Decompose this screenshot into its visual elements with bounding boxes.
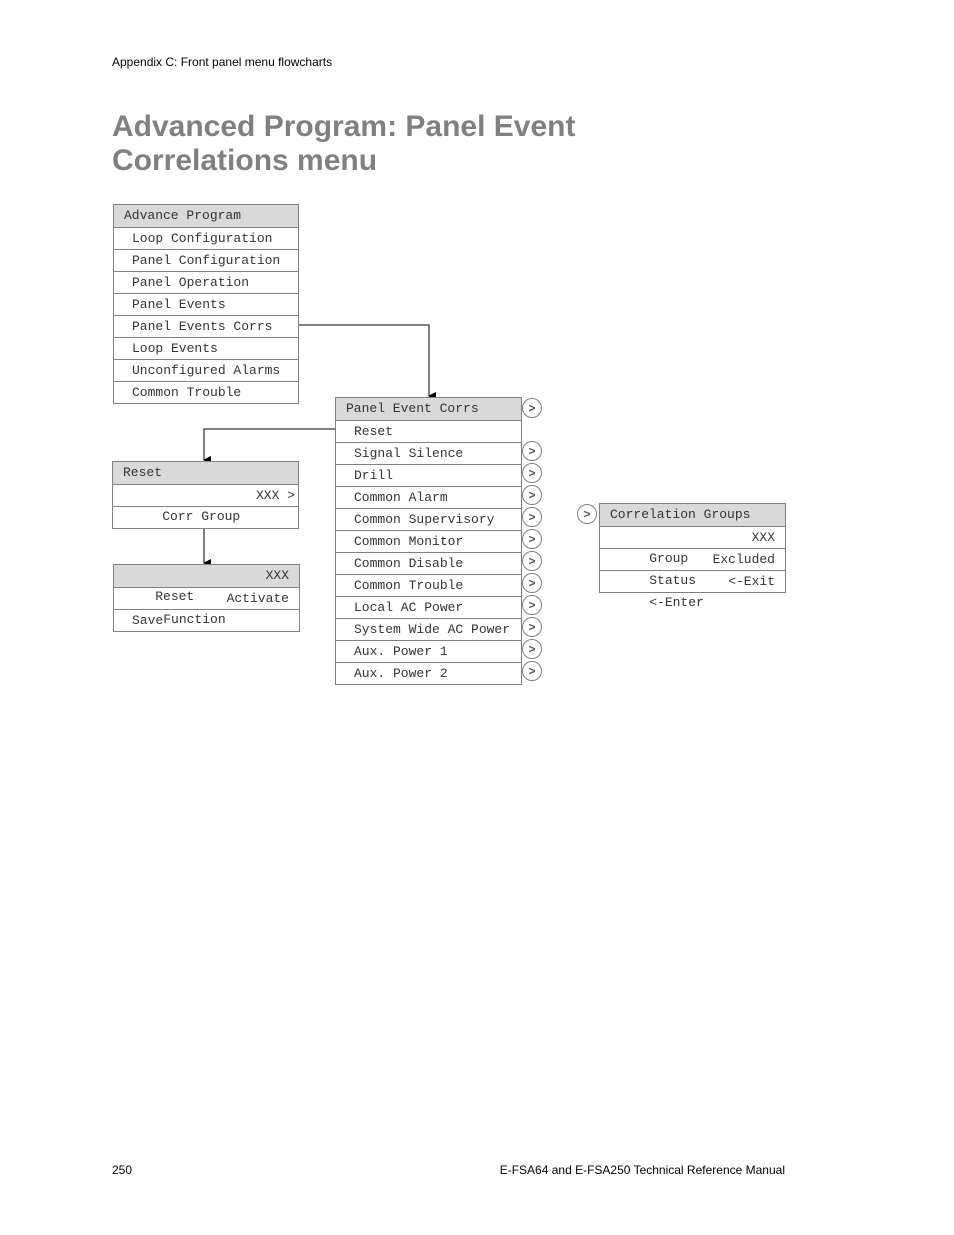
corr-group-value: XXX > <box>255 488 295 503</box>
reset-heading: Reset <box>113 462 298 484</box>
arrow-circle-icon: > <box>522 661 542 681</box>
menu-item-panel-operation[interactable]: Panel Operation <box>114 271 298 293</box>
menu-item-panel-configuration[interactable]: Panel Configuration <box>114 249 298 271</box>
arrow-circle-icon: > <box>522 639 542 659</box>
arrow-circle-icon: > <box>577 504 597 524</box>
group-value: XXX <box>751 530 775 545</box>
menu-item-common-trouble[interactable]: Common Trouble <box>114 381 298 403</box>
menu-item-aux-power-1[interactable]: Aux. Power 1 <box>336 640 521 662</box>
corr-group-label: Corr Group <box>162 509 241 524</box>
arrow-circle-icon: > <box>522 507 542 527</box>
arrow-circle-icon: > <box>522 551 542 571</box>
menu-item-common-alarm[interactable]: Common Alarm <box>336 486 521 508</box>
advance-program-menu <box>113 204 299 404</box>
panel-event-corrs-heading: Panel Event Corrs <box>336 398 521 420</box>
correlation-groups-heading: Correlation Groups <box>600 504 785 526</box>
manual-title: E-FSA64 and E-FSA250 Technical Reference Manual <box>499 1163 785 1177</box>
menu-item-reset[interactable]: Reset <box>336 420 521 442</box>
empty-row <box>113 506 298 528</box>
arrow-circle-icon: > <box>522 573 542 593</box>
arrow-circle-icon: > <box>522 398 542 418</box>
advance-program-heading: Advance Program <box>114 205 298 227</box>
connector-panel-events-corrs <box>299 325 429 396</box>
connector-reset <box>204 429 336 460</box>
menu-item-loop-events[interactable]: Loop Events <box>114 337 298 359</box>
menu-item-drill[interactable]: Drill <box>336 464 521 486</box>
reset-function-menu <box>113 564 300 632</box>
arrow-circle-icon: > <box>522 485 542 505</box>
arrow-circle-icon: > <box>522 617 542 637</box>
running-head: Appendix C: Front panel menu flowcharts <box>112 55 333 69</box>
status-label: Status <box>649 573 697 588</box>
arrow-circle-icon: > <box>522 529 542 549</box>
status-value: Excluded <box>712 552 775 567</box>
arrow-circle-icon: > <box>522 441 542 461</box>
reset-function-heading-label: Reset <box>155 589 195 604</box>
page-title-line-2: Correlations menu <box>112 144 378 177</box>
exit-label[interactable]: <-Exit <box>728 574 775 589</box>
menu-item-local-ac-power[interactable]: Local AC Power <box>336 596 521 618</box>
function-label: Function <box>163 612 226 627</box>
menu-item-signal-silence[interactable]: Signal Silence <box>336 442 521 464</box>
arrow-circle-icon: > <box>522 463 542 483</box>
menu-item-aux-power-2[interactable]: Aux. Power 2 <box>336 662 521 684</box>
reset-menu <box>112 461 299 529</box>
function-value: Activate <box>226 591 289 606</box>
menu-item-common-supervisory[interactable]: Common Supervisory <box>336 508 521 530</box>
menu-item-unconfigured-alarms[interactable]: Unconfigured Alarms <box>114 359 298 381</box>
enter-label[interactable]: <-Enter <box>649 595 704 610</box>
group-label: Group <box>649 551 689 566</box>
correlation-groups-menu <box>599 503 786 610</box>
menu-item-common-trouble-corr[interactable]: Common Trouble <box>336 574 521 596</box>
save-row[interactable]: Save <box>114 609 299 631</box>
menu-item-common-disable[interactable]: Common Disable <box>336 552 521 574</box>
menu-item-common-monitor[interactable]: Common Monitor <box>336 530 521 552</box>
reset-function-heading-value: XXX <box>265 568 289 583</box>
menu-item-loop-configuration[interactable]: Loop Configuration <box>114 227 298 249</box>
page-title-line-1: Advanced Program: Panel Event <box>112 110 576 143</box>
panel-event-corrs-menu <box>335 397 522 685</box>
menu-item-panel-events-corrs[interactable]: Panel Events Corrs <box>114 315 298 337</box>
menu-item-system-wide-ac-power[interactable]: System Wide AC Power <box>336 618 521 640</box>
corr-group-row[interactable] <box>113 484 298 524</box>
arrow-circle-icon: > <box>522 595 542 615</box>
enter-exit-row <box>600 570 785 610</box>
menu-item-panel-events[interactable]: Panel Events <box>114 293 298 315</box>
page-number: 250 <box>112 1163 133 1177</box>
